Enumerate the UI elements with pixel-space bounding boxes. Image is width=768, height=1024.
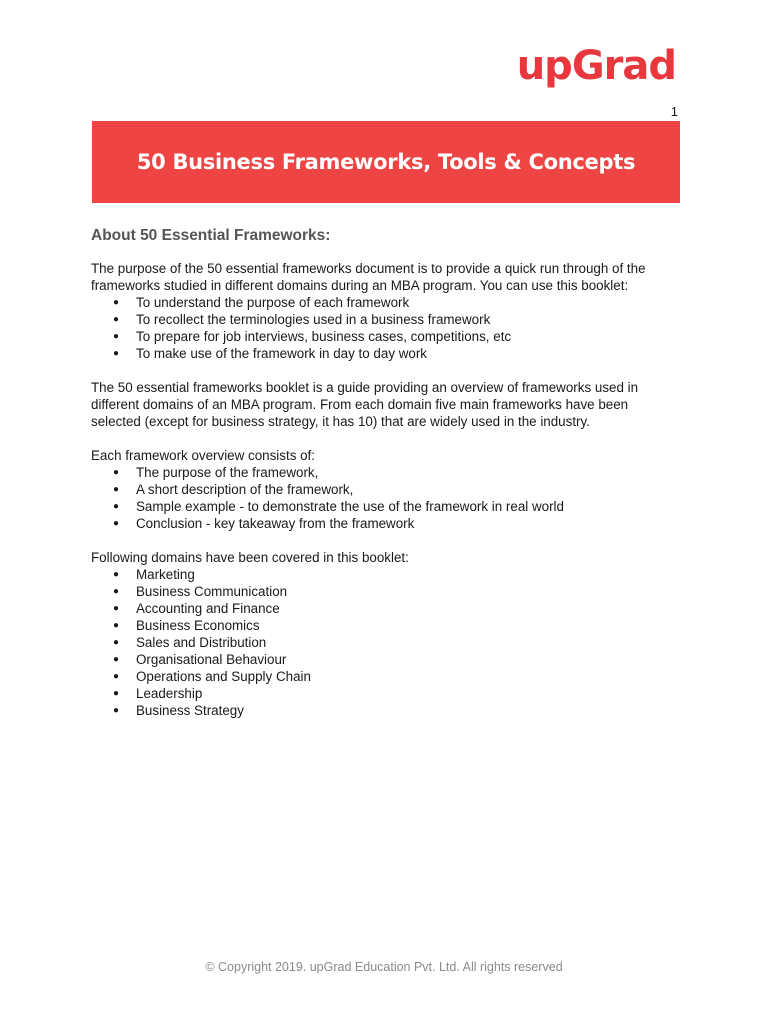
page-title: 50 Business Frameworks, Tools & Concepts [136, 150, 636, 174]
upgrad-logo: upGrad [516, 43, 676, 89]
paragraph-spacer [91, 532, 681, 549]
list-item: ● To prepare for job interviews, business cases, competitions, etc [91, 328, 681, 345]
list-item: ● The purpose of the framework, [91, 464, 681, 481]
section-heading: About 50 Essential Frameworks: [91, 227, 331, 244]
list-item: ● Accounting and Finance [91, 600, 681, 617]
list-item: ● To make use of the framework in day to day work [91, 345, 681, 362]
paragraph-spacer [91, 362, 681, 379]
list-item: ● Sample example - to demonstrate the use of the framework in real world [91, 498, 681, 515]
document-body [91, 226, 681, 719]
overview-lead: Each framework overview consists of: [91, 448, 315, 463]
list-item: ● A short description of the framework, [91, 481, 681, 498]
domains-bullet-list [91, 566, 681, 719]
list-item: ● Business Strategy [91, 702, 681, 719]
intro-bullet-list [91, 294, 681, 362]
list-item: ● Business Economics [91, 617, 681, 634]
list-item: ● Sales and Distribution [91, 634, 681, 651]
list-item: ● Leadership [91, 685, 681, 702]
title-banner [92, 121, 680, 203]
list-item: ● To understand the purpose of each framework [91, 294, 681, 311]
page-number: 1 [670, 104, 678, 119]
intro-paragraph: The purpose of the 50 essential frameworks document is to provide a quick run through of the frameworks studied in different domains during an MBA program. You can use this booklet: [91, 261, 646, 293]
guide-paragraph: The 50 essential frameworks booklet is a guide providing an overview of frameworks used in different domains of an MBA program. From each domain five main frameworks have been selected (except for business strategy, it has 10) that are widely used in the industry. [91, 380, 639, 429]
list-item: ● Business Communication [91, 583, 681, 600]
list-item: ● Operations and Supply Chain [91, 668, 681, 685]
list-item: ● Conclusion - key takeaway from the framework [91, 515, 681, 532]
list-item: ● To recollect the terminologies used in a business framework [91, 311, 681, 328]
copyright-footer: © Copyright 2019. upGrad Education Pvt. Ltd. All rights reserved [205, 960, 563, 974]
domains-lead: Following domains have been covered in this booklet: [91, 550, 409, 565]
list-item: ● Organisational Behaviour [91, 651, 681, 668]
paragraph-spacer [91, 430, 681, 447]
overview-bullet-list [91, 464, 681, 532]
list-item: ● Marketing [91, 566, 681, 583]
